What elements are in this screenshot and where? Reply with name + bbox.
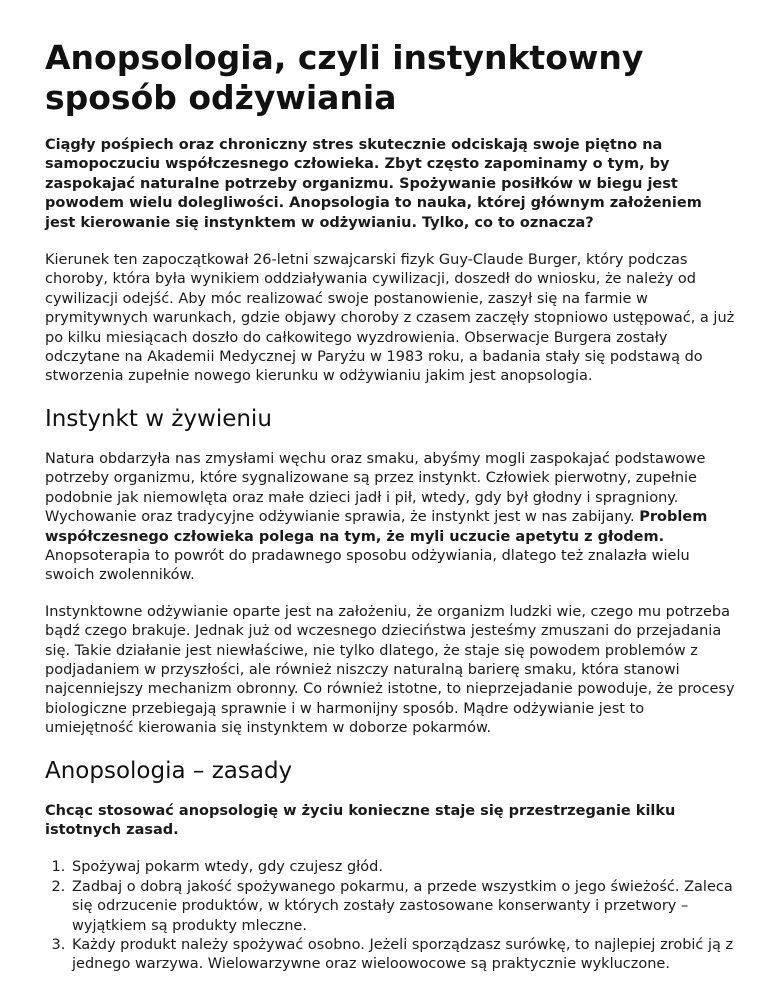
- instinct-paragraph-1-highlight: Problem współczesnego człowieka polega na tym, że myli uczucie apetytu z głodem.: [45, 509, 708, 545]
- list-item: 2. Zadbaj o dobrą jakość spożywanego pokarmu, a przede wszystkim o jego świeżość. Zaleca się odrzucenie produktów, w których zostały zastosowane konserwanty i przetwory – wyjątkiem są produkty mleczne.: [70, 878, 735, 936]
- article: [45, 38, 735, 975]
- section-heading-instinct: Instynkt w żywieniu: [45, 405, 272, 432]
- page-title: Anopsologia, czyli instynktowny sposób odżywiania: [45, 38, 644, 117]
- instinct-paragraph-1-text-b: Anopsoterapia to powrót do pradawnego sposobu odżywiania, dlatego też znalazła wielu swoich zwolenników.: [45, 547, 690, 584]
- instinct-paragraph-1: [45, 450, 735, 586]
- section-heading-rules: Anopsologia – zasady: [45, 757, 293, 784]
- instinct-paragraph-1-text-a: Natura obdarzyła nas zmysłami węchu oraz smaku, abyśmy mogli zaspokajać podstawowe potrzeby organizmu, które sygnalizowane są przez instynkt. Człowiek pierwotny, zupełnie podobnie jak niemowlęta oraz małe dzieci jadł i pił, wtedy, gdy był głodny i spragniony. Wychowanie oraz tradycyjne odżywianie sprawia, że instynkt jest w nas zabijany.: [45, 450, 706, 526]
- list-item: 1. Spożywaj pokarm wtedy, gdy czujesz głód.: [70, 858, 735, 877]
- instinct-paragraph-2: Instynktowne odżywianie oparte jest na założeniu, że organizm ludzki wie, czego mu potrzeba bądź czego brakuje. Jednak już od wczesnego dzieciństwa jesteśmy zmuszani do przejadania się. Takie działanie jest niewłaściwe, nie tylko dlatego, że staje się powodem problemów z podjadaniem w przyszłości, ale również niszczy naturalną barierę smaku, która stanowi najcenniejszy mechanizm obronny. Co również istotne, to nieprzejadanie powoduje, że procesy biologiczne przebiegają sprawnie i w harmonijny sposób. Mądre odżywianie jest to umiejętność kierowania się instynktem w doborze pokarmów.: [45, 603, 735, 737]
- article-lead: Ciągły pośpiech oraz chroniczny stres skutecznie odciskają swoje piętno na samopoczuciu współczesnego człowieka. Zbyt często zapominamy o tym, by zaspokajać naturalne potrzeby organizmu. Spożywanie posiłków w biegu jest powodem wielu dolegliwości. Anopsologia to nauka, której głównym założeniem jest kierowanie się instynktem w odżywianiu. Tylko, co to oznacza?: [45, 137, 702, 231]
- list-item: 3. Każdy produkt należy spożywać osobno. Jeżeli sporządzasz surówkę, to najlepiej zrobić ją z jednego warzywa. Wielowarzywne oraz wieloowocowe są praktycznie wykluczone.: [70, 936, 735, 975]
- intro-paragraph: Kierunek ten zapoczątkował 26-letni szwajcarski fizyk Guy-Claude Burger, który podczas choroby, która była wynikiem oddziaływania cywilizacji, doszedł do wniosku, że należy od cywilizacji odejść. Aby móc realizować swoje postanowienie, zaszył się na farmie w prymitywnych warunkach, gdzie objawy choroby z czasem zaczęły stopniowo ustępować, a już po kilku miesiącach doszło do całkowitego wyzdrowienia. Obserwacje Burgera zostały odczytane na Akademii Medycznej w Paryżu w 1983 roku, a badania stały się podstawą do stworzenia zupełnie nowego kierunku w odżywianiu jakim jest anopsologia.: [45, 252, 735, 385]
- rules-list: [45, 858, 735, 974]
- rules-intro: Chcąc stosować anopsologię w życiu konieczne staje się przestrzeganie kilku istotnych zasad.: [45, 802, 676, 838]
